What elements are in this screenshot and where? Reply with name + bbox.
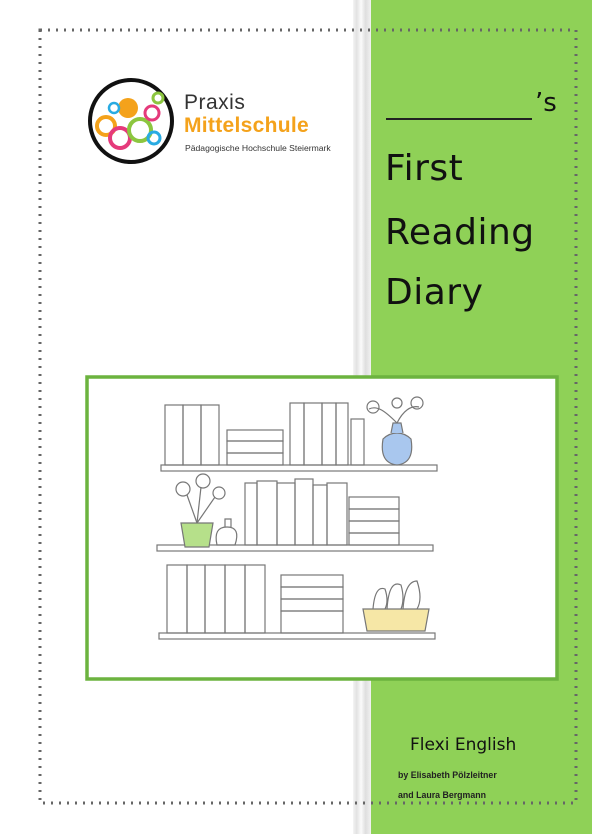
series-title: Flexi English [410,735,517,755]
title-line-3: Diary [385,272,484,313]
name-blank-line [386,118,532,120]
title-line-1: First [385,148,464,189]
logo-subtitle: Pädagogische Hochschule Steiermark [185,143,331,153]
author-line-1: by Elisabeth Pölzleitner [398,770,497,780]
name-possessive: ’s [535,88,557,118]
logo-wordmark-mittelschule: Mittelschule [184,114,309,137]
logo-wordmark-praxis: Praxis [184,91,246,114]
author-line-2: and Laura Bergmann [398,790,486,800]
bookshelf-illustration [85,375,559,681]
title-line-2: Reading [385,212,535,253]
